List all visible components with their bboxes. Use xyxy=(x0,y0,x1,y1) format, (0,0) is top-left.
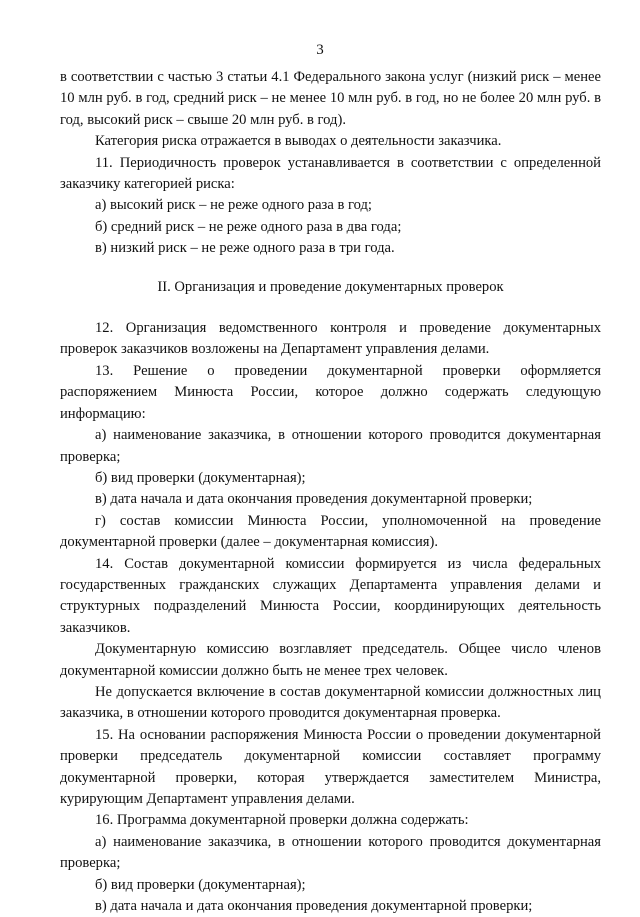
section-heading: II. Организация и проведение документарных проверок xyxy=(157,278,504,295)
paragraph-continuation: в соответствии с частью 3 статьи 4.1 Федерального закона услуг (низкий риск – менее 10 млн руб. в год, средний риск – не менее 10 млн руб. в год, но не более 20 млн руб. в год, высокий риск – свыше 20 млн руб. в год). xyxy=(60,69,601,128)
list-item-medium-risk: б) средний риск – не реже одного раза в два года; xyxy=(95,218,402,235)
document-body xyxy=(60,67,601,917)
list-item-13c: в) дата начала и дата окончания проведения документарной проверки; xyxy=(95,491,533,508)
paragraph-14-exclusion: Не допускается включение в состав документарной комиссии должностных лиц заказчика, в отношении которого проводится документарная проверка. xyxy=(60,683,601,722)
paragraph-15: 15. На основании распоряжения Минюста России о проведении документарной проверки председатель документарной комиссии составляет программу документарной проверки, которая утверждается заместителем Министра, курирующим Департамент управления делами. xyxy=(60,726,601,807)
list-item-13d: г) состав комиссии Минюста России, уполномоченной на проведение документарной проверки (далее – документарная комиссия). xyxy=(60,512,601,551)
list-item-16c: в) дата начала и дата окончания проведения документарной проверки; xyxy=(95,898,533,915)
list-item-13a: а) наименование заказчика, в отношении которого проводится документарная проверка; xyxy=(60,427,601,465)
list-item-16b: б) вид проверки (документарная); xyxy=(95,876,306,893)
list-item-high-risk: а) высокий риск – не реже одного раза в год; xyxy=(95,197,372,214)
paragraph-16: 16. Программа документарной проверки должна содержать: xyxy=(95,812,469,829)
paragraph-risk-category-note: Категория риска отражается в выводах о деятельности заказчика. xyxy=(95,133,502,150)
list-item-13b: б) вид проверки (документарная); xyxy=(95,469,306,486)
list-item-16a: а) наименование заказчика, в отношении которого проводится документарная проверка; xyxy=(60,833,601,872)
paragraph-14: 14. Состав документарной комиссии формируется из числа федеральных государственных гражданских служащих Департамента управления делами и структурных подразделений Минюста России, координирующих деятельность заказчиков. xyxy=(60,555,601,636)
page-number: 3 xyxy=(316,42,324,58)
paragraph-13: 13. Решение о проведении документарной проверки оформляется распоряжением Минюста России, которое должно содержать следующую информацию: xyxy=(60,362,601,422)
paragraph-11: 11. Периодичность проверок устанавливается в соответствии с определенной заказчику категорией риска: xyxy=(60,154,601,193)
paragraph-14-chair: Документарную комиссию возглавляет председатель. Общее число членов документарной комиссии должно быть не менее трех человек. xyxy=(60,641,601,679)
list-item-low-risk: в) низкий риск – не реже одного раза в три года. xyxy=(95,240,395,257)
paragraph-12: 12. Организация ведомственного контроля и проведение документарных проверок заказчиков возложены на Департамент управления делами. xyxy=(60,320,601,358)
